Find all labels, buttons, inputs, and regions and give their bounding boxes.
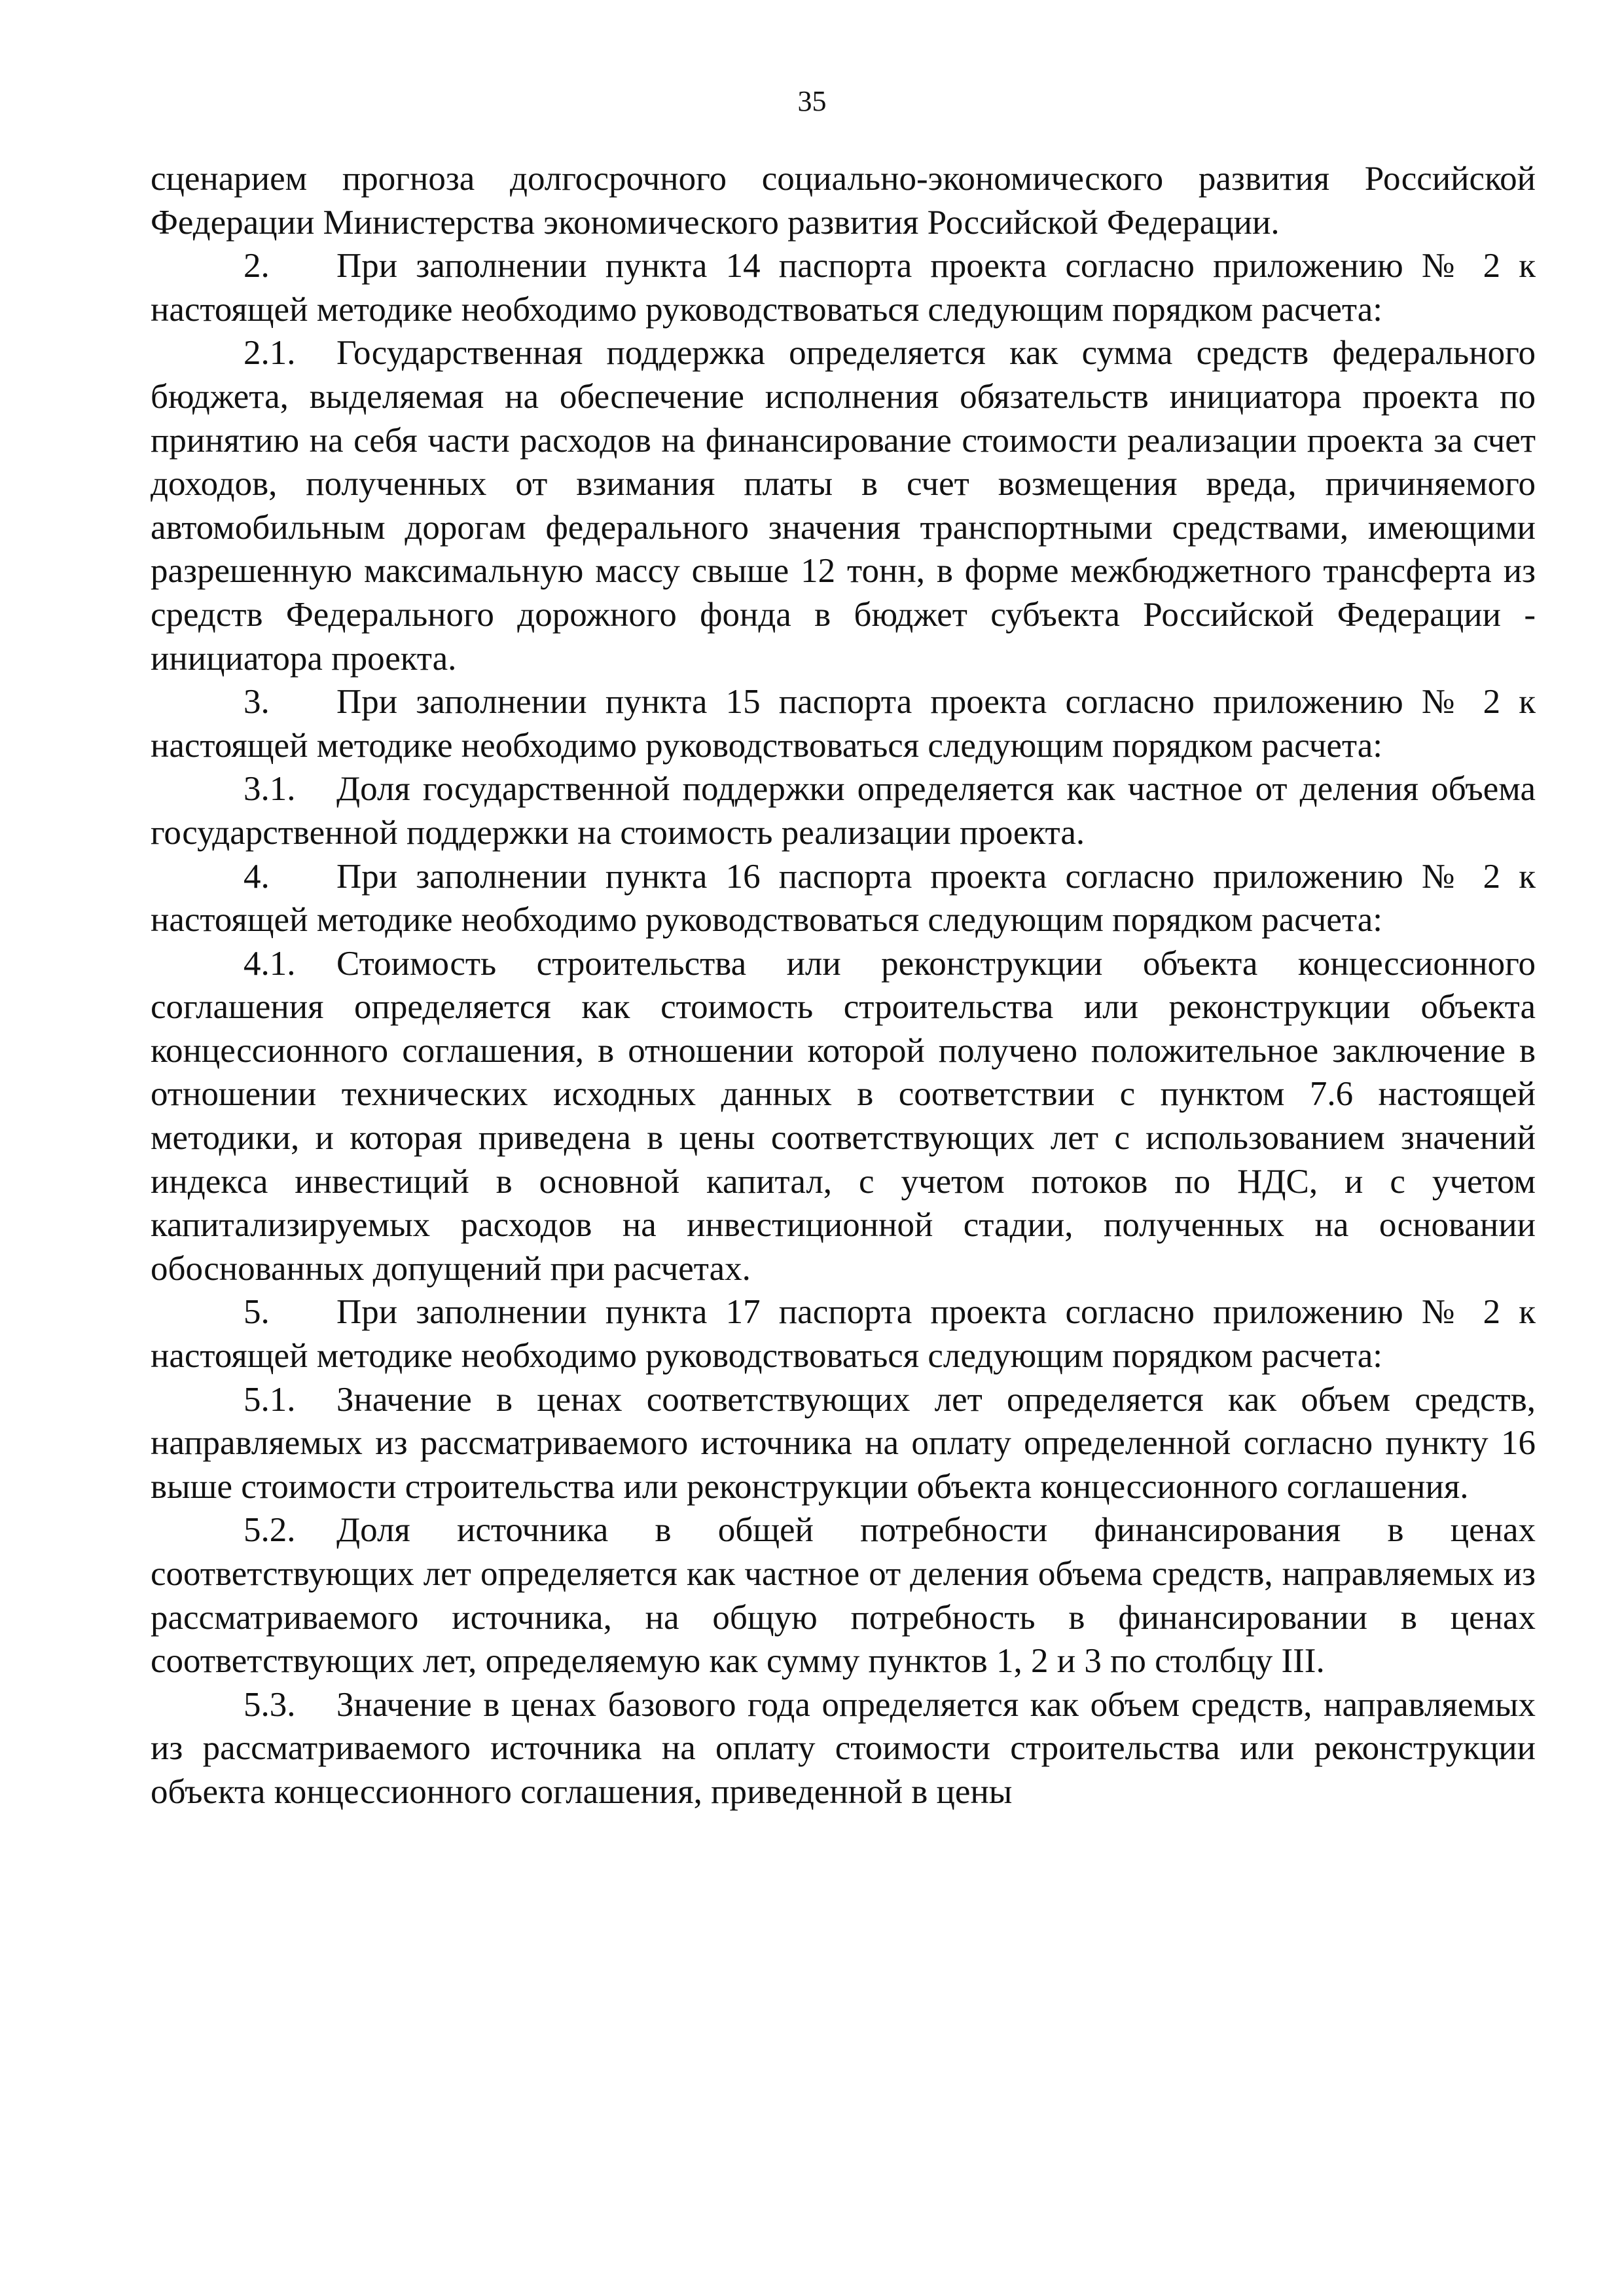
paragraph-text: Значение в ценах соответствующих лет определяется как объем средств, направляемых из рассматриваемого источника на оплату определенной согласно пункту 16 выше стоимости строительства или реконструкции объекта концессионного соглашения. bbox=[151, 1380, 1536, 1506]
paragraph-text: сценарием прогноза долгосрочного социально-экономического развития Российской Федерации Министерства экономического развития Российской Федерации. bbox=[151, 160, 1536, 242]
page-number: 35 bbox=[797, 85, 827, 117]
paragraph-number: 5.3. bbox=[244, 1685, 296, 1724]
paragraph-number: 2.1. bbox=[244, 334, 296, 373]
paragraph-number: 4.1. bbox=[244, 944, 296, 983]
paragraph-text: Стоимость строительства или реконструкции объекта концессионного соглашения определяется как стоимость строительства или реконструкции объекта концессионного соглашения, в отношении которой получено положительное заключение в отношении технических исходных данных в соответствии с пунктом 7.6 настоящей методики, и которая приведена в цены соответствующих лет с использованием значений индекса инвестиций в основной капитал, с учетом потоков по НДС, и с учетом капитализируемых расходов на инвестиционной стадии, полученных на основании обоснованных допущений при расчетах. bbox=[151, 944, 1536, 1288]
paragraph bbox=[151, 680, 1536, 767]
paragraph bbox=[151, 1290, 1536, 1377]
paragraph-number: 3.1. bbox=[244, 770, 296, 809]
paragraph-text: При заполнении пункта 16 паспорта проекта согласно приложению № 2 к настоящей методике необходимо руководствоваться следующим порядком расчета: bbox=[151, 857, 1536, 939]
paragraph-number: 5. bbox=[244, 1293, 270, 1332]
paragraph bbox=[151, 855, 1536, 942]
paragraph-number: 4. bbox=[244, 857, 270, 896]
paragraph bbox=[151, 1508, 1536, 1683]
paragraph-text: При заполнении пункта 17 паспорта проекта согласно приложению № 2 к настоящей методике необходимо руководствоваться следующим порядком расчета: bbox=[151, 1293, 1536, 1376]
paragraph-text: При заполнении пункта 14 паспорта проекта согласно приложению № 2 к настоящей методике необходимо руководствоваться следующим порядком расчета: bbox=[151, 247, 1536, 329]
paragraph-number: 5.2. bbox=[244, 1511, 296, 1550]
paragraph-number: 2. bbox=[244, 247, 270, 285]
paragraph bbox=[151, 1683, 1536, 1814]
paragraph bbox=[151, 157, 1536, 244]
paragraph bbox=[151, 244, 1536, 331]
document-body bbox=[151, 157, 1536, 1814]
paragraph bbox=[151, 1378, 1536, 1509]
paragraph-text: При заполнении пункта 15 паспорта проекта согласно приложению № 2 к настоящей методике необходимо руководствоваться следующим порядком расчета: bbox=[151, 683, 1536, 765]
paragraph-number: 3. bbox=[244, 683, 270, 721]
paragraph-text: Значение в ценах базового года определяется как объем средств, направляемых из рассматриваемого источника на оплату стоимости строительства или реконструкции объекта концессионного соглашения, приведенной в цены bbox=[151, 1685, 1536, 1811]
paragraph bbox=[151, 767, 1536, 854]
paragraph bbox=[151, 331, 1536, 680]
paragraph-text: Доля источника в общей потребности финансирования в ценах соответствующих лет определяется как частное от деления объема средств, направляемых из рассматриваемого источника, на общую потребность в финансировании в ценах соответствующих лет, определяемую как сумму пунктов 1, 2 и 3 по столбцу III. bbox=[151, 1511, 1536, 1681]
paragraph-text: Государственная поддержка определяется как сумма средств федерального бюджета, выделяемая на обеспечение исполнения обязательств инициатора проекта по принятию на себя части расходов на финансирование стоимости реализации проекта за счет доходов, полученных от взимания платы в счет возмещения вреда, причиняемого автомобильным дорогам федерального значения транспортными средствами, имеющими разрешенную максимальную массу свыше 12 тонн, в форме межбюджетного трансферта из средств Федерального дорожного фонда в бюджет субъекта Российской Федерации - инициатора проекта. bbox=[151, 334, 1536, 678]
paragraph-number: 5.1. bbox=[244, 1380, 296, 1419]
paragraph bbox=[151, 942, 1536, 1291]
paragraph-text: Доля государственной поддержки определяется как частное от деления объема государственной поддержки на стоимость реализации проекта. bbox=[151, 770, 1536, 852]
